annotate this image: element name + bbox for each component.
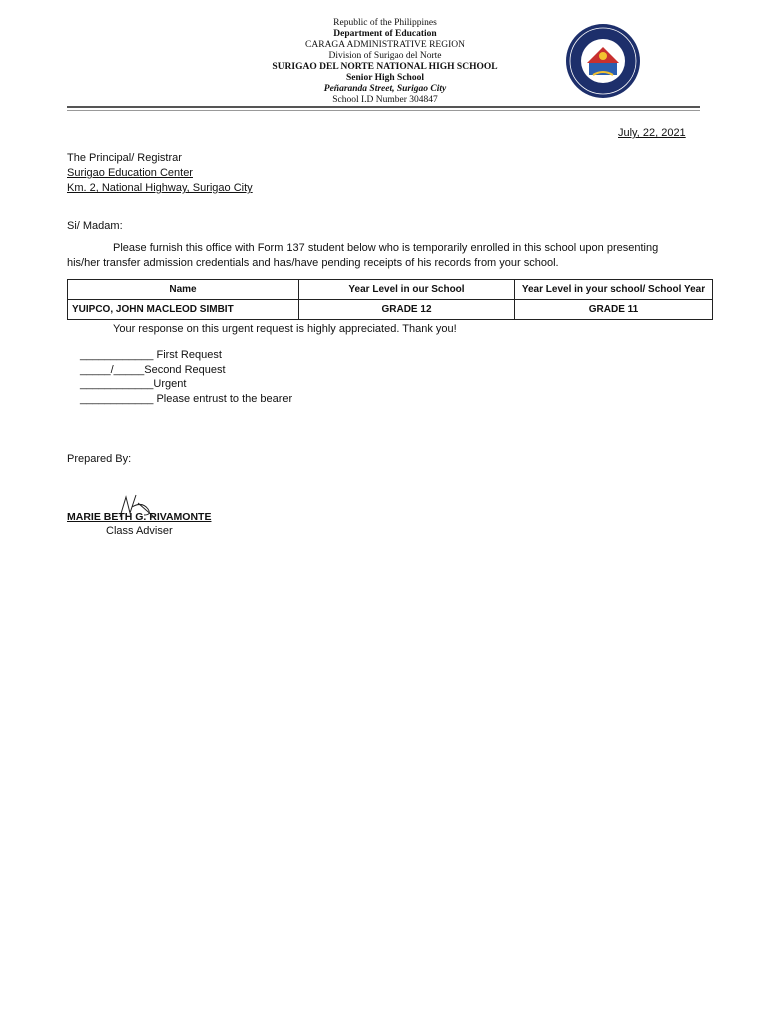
signatory-name: MARIE BETH G. RIVAMONTE bbox=[67, 511, 212, 523]
body-line-1: Please furnish this office with Form 137 student below who is temporarily enrolled in this school upon presenting bbox=[113, 242, 659, 254]
recipient-title: The Principal/ Registrar bbox=[67, 152, 182, 164]
letterhead-country: Republic of the Philippines bbox=[333, 18, 437, 28]
deped-seal-icon bbox=[565, 23, 641, 99]
student-name: YUIPCO, JOHN MACLEOD SIMBIT bbox=[68, 300, 299, 320]
recipient-school: Surigao Education Center bbox=[67, 167, 193, 179]
salutation: Si/ Madam: bbox=[67, 220, 123, 232]
table-row bbox=[68, 300, 713, 320]
col-header-your-level: Year Level in your school/ School Year bbox=[515, 280, 713, 300]
col-header-our-level: Year Level in our School bbox=[299, 280, 515, 300]
our-year-level: GRADE 12 bbox=[299, 300, 515, 320]
letterhead-region: CARAGA ADMINISTRATIVE REGION bbox=[305, 40, 465, 50]
letterhead-address: Peñaranda Street, Surigao City bbox=[323, 84, 447, 94]
checklist-item: _____/_____Second Request bbox=[80, 364, 226, 376]
body-line-2: his/her transfer admission credentials and has/have pending receipts of his records from your school. bbox=[67, 257, 559, 269]
prepared-by-label: Prepared By: bbox=[67, 453, 132, 465]
letterhead bbox=[230, 18, 540, 106]
student-table bbox=[67, 279, 713, 320]
letterhead-school: SURIGAO DEL NORTE NATIONAL HIGH SCHOOL bbox=[272, 62, 498, 72]
recipient-address: Km. 2, National Highway, Surigao City bbox=[67, 182, 253, 194]
letter-date: July, 22, 2021 bbox=[618, 127, 686, 139]
checklist-item: ____________ First Request bbox=[80, 349, 222, 361]
letterhead-department: Department of Education bbox=[333, 29, 437, 39]
your-year-level: GRADE 11 bbox=[515, 300, 713, 320]
letterhead-level: Senior High School bbox=[346, 73, 424, 83]
checklist-item: ____________ Please entrust to the bearer bbox=[80, 393, 293, 405]
header-divider bbox=[67, 106, 700, 111]
closing-line: Your response on this urgent request is highly appreciated. Thank you! bbox=[113, 323, 457, 335]
col-header-name: Name bbox=[68, 280, 299, 300]
table-header-row bbox=[68, 280, 713, 300]
letterhead-division: Division of Surigao del Norte bbox=[328, 51, 442, 61]
signatory-position: Class Adviser bbox=[106, 525, 173, 537]
letterhead-school-id: School I.D Number 304847 bbox=[332, 95, 438, 105]
checklist-item: ____________Urgent bbox=[80, 378, 187, 390]
